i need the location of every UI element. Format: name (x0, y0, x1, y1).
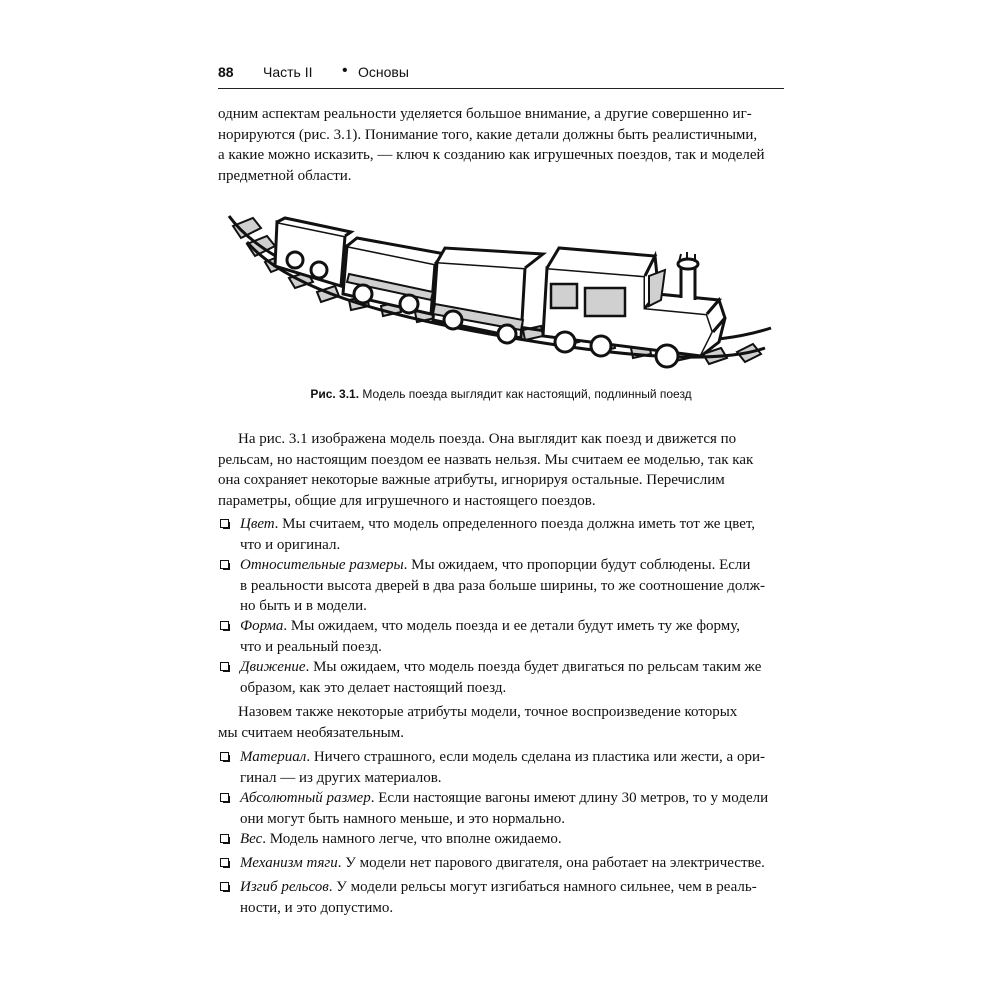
figure-caption (218, 387, 784, 401)
list-term: Механизм тяги (240, 855, 338, 871)
checkbox-bullet-icon (220, 560, 229, 569)
page-number: 88 (218, 64, 234, 80)
list-text: . Мы считаем, что модель определенного поезда должна иметь тот же цвет, (274, 516, 756, 532)
text-line: а какие можно исказить, — ключ к созданию как игрушечных поездов, так и моделей (218, 147, 765, 163)
body-paragraph-2 (218, 702, 784, 743)
text-line: она сохраняет некоторые важные атрибуты, игнорируя остальные. Перечислим (218, 472, 725, 488)
checkbox-bullet-icon (220, 882, 229, 891)
list-term: Вес (240, 831, 263, 847)
list-term: Материал (240, 749, 307, 765)
body-paragraph-1 (218, 429, 784, 511)
list-term: Изгиб рельсов (240, 879, 329, 895)
train-model-illustration (225, 196, 775, 376)
checkbox-bullet-icon (220, 834, 229, 843)
list-term: Цвет (240, 516, 275, 532)
running-head (218, 62, 784, 89)
figure-caption-label: Рис. 3.1. (310, 387, 360, 401)
part-title: Часть II (263, 64, 313, 80)
text-line: одним аспектам реальности уделяется большое внимание, а другие совершенно иг- (218, 106, 752, 122)
list-text: . Мы ожидаем, что пропорции будут соблюдены. Если (403, 557, 751, 573)
checkbox-bullet-icon (220, 519, 229, 528)
intro-paragraph (218, 104, 784, 186)
list-text: гинал — из других материалов. (240, 769, 442, 786)
text-line: рельсам, но настоящим поездом ее назвать нельзя. Мы считаем ее моделью, так как (218, 451, 754, 468)
list-text: . Если настоящие вагоны имеют длину 30 метров, то у модели (370, 790, 769, 806)
list-text: они могут быть намного меньше, и это нормально. (240, 810, 565, 827)
checkbox-bullet-icon (220, 662, 229, 671)
text-line: параметры, общие для игрушечного и настоящего поездов. (218, 492, 596, 509)
list-text: . Мы ожидаем, что модель поезда и ее детали будут иметь ту же форму, (283, 618, 741, 634)
list-text: . Ничего страшного, если модель сделана из пластика или жести, а ори- (306, 749, 765, 765)
list-term: Абсолютный размер (240, 790, 371, 806)
figure-caption-text: Модель поезда выглядит как настоящий, подлинный поезд (359, 387, 692, 401)
list-term: Форма (240, 618, 284, 634)
text-line: мы считаем необязательным. (218, 724, 404, 741)
list-text: но быть и в модели. (240, 598, 367, 614)
checkbox-bullet-icon (220, 858, 229, 867)
list-text: . Мы ожидаем, что модель поезда будет двигаться по рельсам таким же (305, 659, 762, 675)
section-title: Основы (358, 64, 409, 80)
checkbox-bullet-icon (220, 752, 229, 761)
list-term: Относительные размеры (240, 557, 404, 573)
list-text: . Модель намного легче, что вполне ожидаемо. (262, 831, 562, 847)
list-text: . У модели рельсы могут изгибаться намного сильнее, чем в реаль- (328, 879, 757, 895)
list-text: что и реальный поезд. (240, 638, 382, 655)
list-text: . У модели нет парового двигателя, она работает на электричестве. (337, 855, 765, 871)
car-2 (343, 238, 445, 314)
text-line: На рис. 3.1 изображена модель поезда. Она выглядит как поезд и движется по (238, 431, 737, 447)
list-text: в реальности высота дверей в два раза больше ширины, то же соотношение долж- (240, 577, 766, 594)
text-line: Назовем также некоторые атрибуты модели, точное воспроизведение которых (238, 704, 738, 720)
checkbox-bullet-icon (220, 793, 229, 802)
list-text: образом, как это делает настоящий поезд. (240, 679, 507, 696)
list-term: Движение (240, 659, 306, 675)
checkbox-bullet-icon (220, 621, 229, 630)
list-text: что и оригинал. (240, 536, 341, 553)
list-text: ности, и это допустимо. (240, 899, 394, 916)
header-separator: • (342, 62, 348, 79)
car-1 (275, 218, 351, 286)
text-line: предметной области. (218, 167, 352, 184)
text-line: норируются (рис. 3.1). Понимание того, какие детали должны быть реалистичными, (218, 126, 758, 143)
